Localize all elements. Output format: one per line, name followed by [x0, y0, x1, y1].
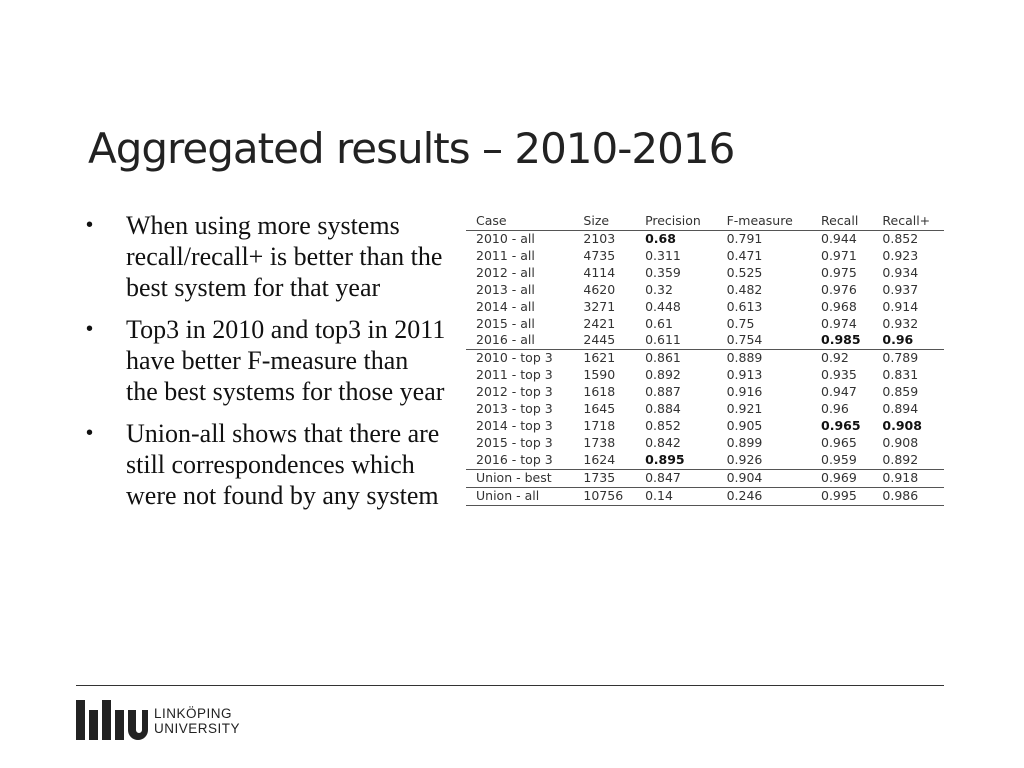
table-cell: 2010 - top 3 — [466, 350, 573, 367]
table-cell: 0.525 — [726, 264, 763, 280]
table-cell: 0.847 — [635, 469, 717, 487]
table-cell: Union - all — [466, 487, 573, 505]
table-cell: 0.947 — [821, 384, 857, 400]
table-cell: 0.965 — [821, 417, 861, 433]
table-cell: 0.935 — [821, 367, 857, 383]
header-case: Case — [476, 213, 507, 228]
table-cell: 1738 — [583, 434, 616, 450]
table-cell: 0.471 — [726, 247, 763, 263]
table-cell: 0.791 — [726, 231, 763, 246]
table-cell: 2014 - all — [476, 298, 535, 314]
table-row — [466, 231, 944, 248]
bullet-list — [86, 210, 446, 522]
table-cell: 0.899 — [726, 434, 763, 450]
table-cell: 0.934 — [882, 264, 919, 280]
table-cell: 0.965 — [821, 434, 857, 450]
table-cell: 0.852 — [645, 417, 681, 433]
bullet-marker: • — [86, 214, 94, 236]
logo-wordmark — [154, 706, 240, 736]
table-cell: 2445 — [583, 332, 616, 348]
table-row — [466, 384, 944, 401]
header-size: Size — [583, 213, 610, 228]
table-row — [466, 282, 944, 299]
table-cell: 2015 - all — [476, 315, 535, 331]
table-row — [466, 367, 944, 384]
table-cell: 0.976 — [821, 281, 857, 297]
table-cell: 2012 - all — [476, 264, 535, 280]
table-cell: 0.914 — [882, 298, 919, 314]
table-cell: 0.754 — [726, 332, 763, 348]
table-cell: 0.974 — [821, 315, 857, 331]
table-cell: 0.75 — [726, 315, 755, 331]
table-cell: 2013 - top 3 — [476, 401, 553, 417]
bullet-marker: • — [86, 318, 94, 340]
table-cell: 0.971 — [821, 247, 857, 263]
university-logo — [76, 700, 240, 742]
table-cell: 2016 - top 3 — [476, 451, 553, 467]
table-cell: 0.908 — [882, 434, 919, 450]
table-cell: 1645 — [583, 401, 616, 417]
table-cell: 0.842 — [645, 434, 681, 450]
table-cell: 0.892 — [645, 367, 681, 383]
table-cell: 2012 - top 3 — [476, 384, 553, 400]
table-cell: 0.859 — [882, 384, 919, 400]
table-cell: 0.884 — [645, 401, 681, 417]
table-cell: 2016 - all — [476, 332, 535, 348]
table-cell: 0.96 — [882, 332, 914, 348]
table-cell: 0.904 — [717, 469, 811, 487]
table-cell: 0.61 — [645, 315, 673, 331]
table-cell: 0.861 — [635, 350, 717, 367]
table-cell: 0.937 — [882, 281, 919, 297]
table-cell: 0.985 — [821, 332, 861, 348]
table-cell: 0.995 — [811, 487, 872, 505]
table-cell: 2421 — [583, 315, 616, 331]
table-cell: 0.921 — [726, 401, 763, 417]
table-cell: 0.482 — [726, 281, 763, 297]
table-row — [466, 435, 944, 452]
table-cell: 0.852 — [882, 231, 919, 246]
table-cell: 0.448 — [645, 298, 681, 314]
table-cell: 0.789 — [872, 350, 944, 367]
logo-line: LINKÖPING — [154, 706, 233, 721]
table-cell: 0.96 — [821, 401, 849, 417]
table-cell: 0.32 — [645, 281, 673, 297]
table-cell: 0.923 — [882, 247, 919, 263]
results-table — [466, 212, 944, 506]
table-header-row — [466, 212, 944, 231]
table-cell: 0.932 — [882, 315, 919, 331]
slide-title: Aggregated results – 2010-2016 — [88, 124, 735, 173]
table-cell: 4114 — [583, 264, 616, 280]
table-row — [466, 248, 944, 265]
table-cell: 0.831 — [882, 367, 919, 383]
table-cell: 2015 - top 3 — [476, 434, 553, 450]
table-cell: 0.968 — [821, 298, 857, 314]
table-cell: 2103 — [583, 231, 616, 246]
table-cell: 0.611 — [645, 332, 681, 348]
bullet-item — [86, 314, 446, 407]
table-cell: 2013 - all — [476, 281, 535, 297]
bullet-text: Union-all shows that there are still correspondences which were not found by any system — [126, 419, 440, 510]
table-cell: 1590 — [583, 367, 616, 383]
table-cell: 1618 — [583, 384, 616, 400]
table-cell: Union - best — [466, 469, 573, 487]
table-cell: 0.14 — [635, 487, 717, 505]
header-f-measure: F-measure — [726, 213, 793, 228]
table-cell: 10756 — [573, 487, 635, 505]
table-row — [466, 265, 944, 282]
table-row — [466, 401, 944, 418]
table-cell: 0.359 — [645, 264, 681, 280]
table-cell: 0.926 — [726, 451, 763, 467]
table-row — [466, 316, 944, 333]
table-cell: 0.613 — [726, 298, 763, 314]
table-cell: 0.246 — [717, 487, 811, 505]
table-row — [466, 332, 944, 349]
table-cell: 3271 — [583, 298, 616, 314]
table-cell: 0.92 — [811, 350, 872, 367]
table-cell: 0.959 — [821, 451, 857, 467]
table-cell: 0.905 — [726, 417, 763, 433]
table-cell: 2011 - all — [476, 247, 535, 263]
table-cell: 0.918 — [872, 469, 944, 487]
bullet-text: When using more systems recall/recall+ is better than the best system for that year — [126, 211, 443, 302]
table-cell: 0.894 — [882, 401, 919, 417]
bullet-marker: • — [86, 422, 94, 444]
table-cell: 0.908 — [882, 417, 922, 433]
table-cell: 0.969 — [811, 469, 872, 487]
table-cell: 1735 — [573, 469, 635, 487]
table-cell: 0.311 — [645, 247, 681, 263]
logo-line: UNIVERSITY — [154, 721, 241, 736]
table-cell: 0.895 — [645, 451, 685, 467]
table-row — [466, 350, 944, 367]
table-row — [466, 299, 944, 316]
table-cell: 2011 - top 3 — [476, 367, 553, 383]
table-cell: 0.68 — [645, 231, 676, 246]
table-cell: 1718 — [583, 417, 616, 433]
table-cell: 1624 — [583, 451, 616, 467]
table-row — [466, 452, 944, 469]
table-cell: 2014 - top 3 — [476, 417, 553, 433]
table-cell: 0.913 — [726, 367, 763, 383]
table-cell: 0.892 — [882, 451, 919, 467]
header-recall: Recall — [821, 213, 859, 228]
table-cell: 0.975 — [821, 264, 857, 280]
table-cell: 1621 — [573, 350, 635, 367]
table-cell: 4735 — [583, 247, 616, 263]
table-cell: 0.887 — [645, 384, 681, 400]
table-row — [466, 487, 944, 505]
footer-divider — [76, 685, 944, 686]
liu-logo-icon — [76, 700, 148, 742]
table-row — [466, 469, 944, 487]
table-cell: 0.944 — [821, 231, 857, 246]
table-cell: 0.986 — [872, 487, 944, 505]
table-cell: 0.889 — [717, 350, 811, 367]
table-cell: 0.916 — [726, 384, 763, 400]
table-cell: 4620 — [583, 281, 616, 297]
header-recall-plus: Recall+ — [882, 213, 931, 228]
table-row — [466, 418, 944, 435]
table-body — [466, 231, 944, 506]
header-precision: Precision — [645, 213, 701, 228]
bullet-text: Top3 in 2010 and top3 in 2011 have better F-measure than the best systems for those year — [126, 315, 446, 406]
table-cell: 2010 - all — [476, 231, 535, 246]
bullet-item — [86, 210, 446, 303]
bullet-item — [86, 418, 446, 511]
